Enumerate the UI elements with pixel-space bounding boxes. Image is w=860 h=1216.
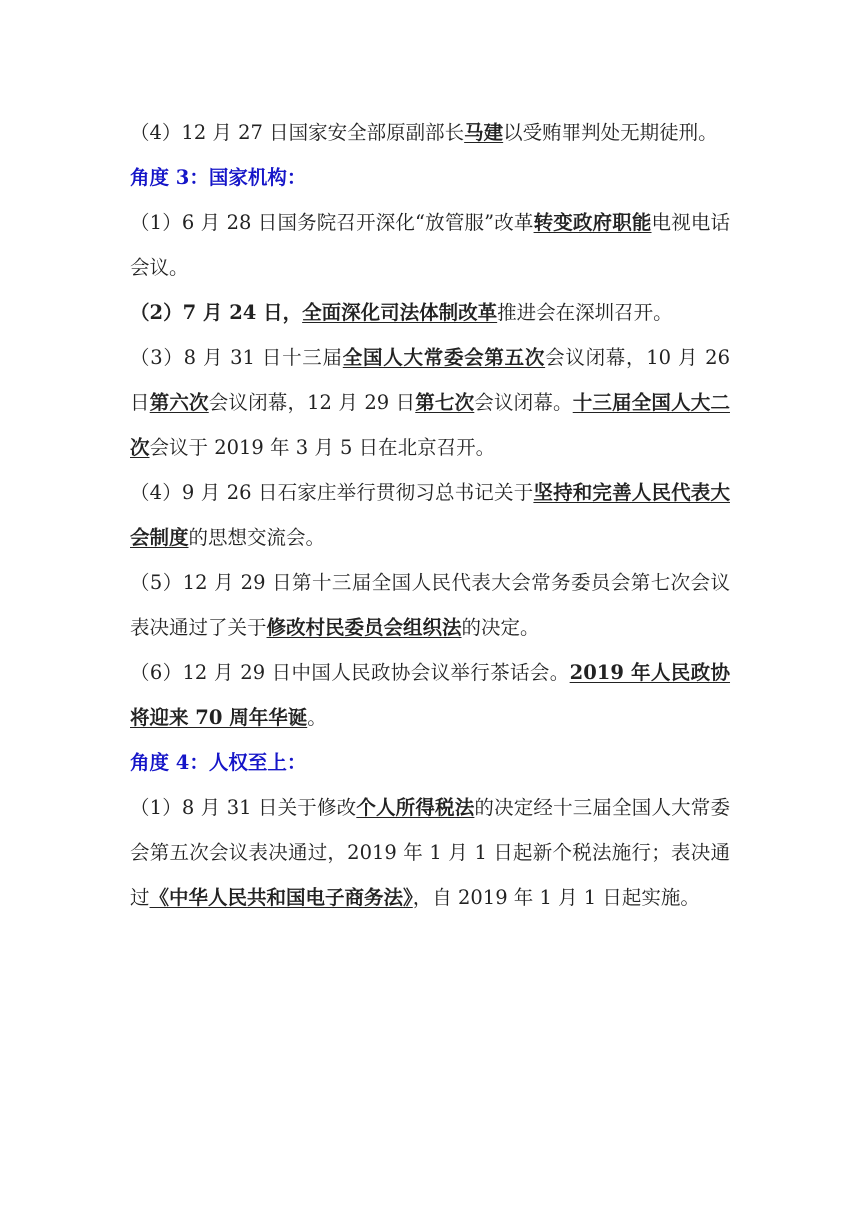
text-segment: 会议于 2019 年 3 月 5 日在北京召开。: [149, 436, 496, 459]
text-segment: （4）9 月 26 日石家庄举行贯彻习总书记关于: [130, 481, 534, 504]
highlighted-keyword: 全国人大常委会第五次: [342, 346, 546, 369]
text-segment: ，自 2019 年 1 月 1 日起实施。: [412, 886, 700, 909]
paragraph: [130, 290, 730, 335]
text-segment: （4）12 月 27 日国家安全部原副部长: [130, 121, 465, 144]
text-segment: （1）8 月 31 日关于修改: [130, 796, 357, 819]
text-segment: （1）6 月 28 日国务院召开深化“放管服”改革: [130, 211, 534, 234]
text-segment: 电视电话会议。: [130, 211, 730, 279]
highlighted-keyword: 转变政府职能: [533, 211, 652, 234]
text-segment: 的决定经十三届全国人大常委会第五次会议表决通过，2019 年 1 月 1 日起新个税法施行；表决通过: [130, 796, 730, 909]
highlighted-keyword: 个人所得税法: [356, 796, 475, 819]
highlighted-keyword: 第六次: [149, 391, 209, 414]
highlighted-keyword: 2019 年人民政协将迎来 70 周年华诞: [130, 661, 731, 729]
paragraph: [130, 650, 730, 740]
paragraph: [130, 200, 730, 290]
text-segment: （3）8 月 31 日十三届: [130, 346, 343, 369]
paragraph: [130, 470, 730, 560]
text-segment: 的决定。: [461, 616, 540, 639]
text-segment: 会议闭幕，12 月 29 日: [208, 391, 416, 414]
text-segment: （6）12 月 29 日中国人民政协会议举行茶话会。: [130, 661, 570, 684]
section-heading: 角度 4：人权至上：: [130, 751, 307, 774]
highlighted-keyword: 马建: [464, 121, 504, 144]
paragraph: [130, 335, 730, 470]
paragraph: [130, 785, 730, 920]
section-heading: 角度 3：国家机构：: [130, 166, 307, 189]
highlighted-keyword: 全面深化司法体制改革: [302, 301, 498, 324]
bold-text: （2）7 月 24 日，: [130, 301, 303, 324]
text-segment: 。: [307, 706, 327, 729]
text-segment: 以受贿罪判处无期徒刑。: [503, 121, 718, 144]
text-segment: 会议闭幕。: [474, 391, 573, 414]
highlighted-keyword: 第七次: [415, 391, 475, 414]
text-segment: 会议闭幕，10 月 26 日: [130, 346, 730, 414]
text-segment: 的思想交流会。: [188, 526, 326, 549]
text-segment: （5）12 月 29 日第十三届全国人民代表大会常务委员会第七次会议表决通过了关于: [130, 571, 730, 639]
text-segment: 推进会在深圳召开。: [497, 301, 673, 324]
highlighted-keyword: 十三届全国人大二次: [130, 391, 730, 459]
paragraph: [130, 110, 730, 155]
highlighted-keyword: 修改村民委员会组织法: [266, 616, 462, 639]
highlighted-keyword: 《中华人民共和国电子商务法》: [149, 886, 413, 909]
document-body: [130, 110, 730, 920]
highlighted-keyword: 坚持和完善人民代表大会制度: [130, 481, 730, 549]
paragraph: [130, 560, 730, 650]
